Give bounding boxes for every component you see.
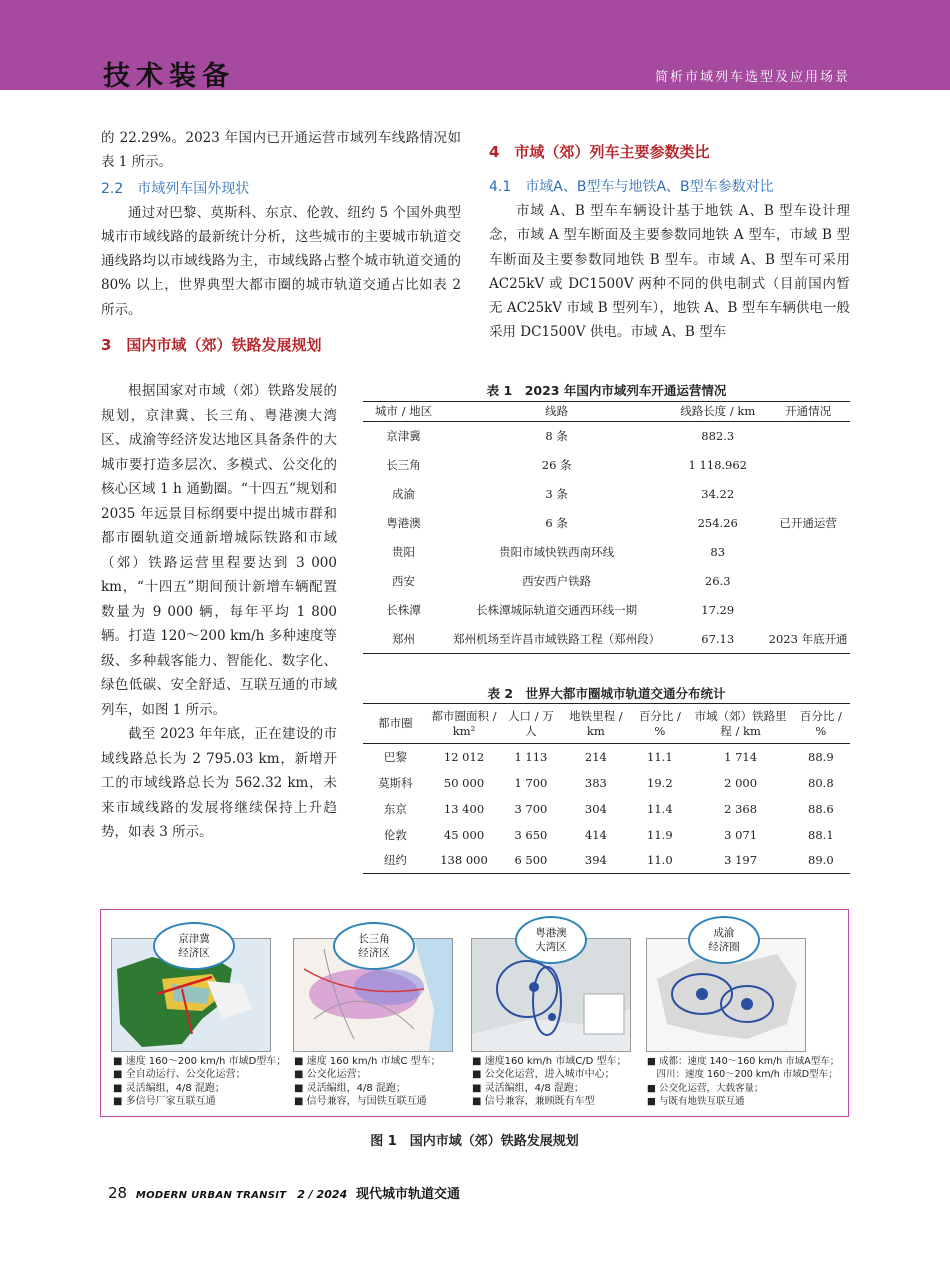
table2-header: 都市圈面积 / km² xyxy=(428,704,501,744)
table-cell: 贵阳 xyxy=(392,545,416,559)
table-cell: 2 000 xyxy=(724,775,758,790)
table-cell: 80.8 xyxy=(808,775,834,790)
table-cell: 50 000 xyxy=(443,775,485,790)
table-row xyxy=(363,744,850,770)
table-row xyxy=(363,822,850,848)
table-cell: 26.3 xyxy=(704,574,731,588)
bullet-item: ■ 速度160 km/h 市域C/D 型车； xyxy=(472,1056,627,1067)
table2-header: 地铁里程 / km xyxy=(561,704,630,744)
bullet-item: ■ 灵活编组，4/8 混跑； xyxy=(113,1082,225,1094)
bullet-item: ■ 信号兼容，兼顾既有车型 xyxy=(472,1095,595,1107)
panel-bullets xyxy=(113,1055,286,1108)
table-row xyxy=(363,848,850,874)
panel-bullets xyxy=(472,1055,627,1108)
table-cell: 6 条 xyxy=(545,516,568,530)
table2-header: 市域（郊）铁路里程 / km xyxy=(689,704,791,744)
table-cell: 莫斯科 xyxy=(378,775,413,790)
page-number: 28 xyxy=(108,1184,128,1202)
paragraph: 根据国家对市域（郊）铁路发展的规划，京津冀、长三角、粤港澳大湾区、成渝等经济发达地区具备条件的大城市要打造多层次、多模式、公交化的核心区域 1 h 通勤圈。“十四五”规划和 2035 年远景目标纲要中提出城市群和都市圈轨道交通新增城际铁路和市域（郊）铁路运营里程要达到 3 000 km，“十四五”期间预计新增车辆配置数量为 9 000 辆，每年平均 1 800 辆。打造 120～200 km/h 多种速度等级、多种载客能力、智能化、数字化、绿色低碳、安全舒适、互联互通的市域列车，如图 1 所示。 xyxy=(101,383,337,718)
table-cell: 6 500 xyxy=(500,848,561,874)
heading-4-1: 4.1 市域A、B型车与地铁A、B型车参数对比 xyxy=(489,179,774,195)
table-cell: 西安西户铁路 xyxy=(522,574,592,588)
table1 xyxy=(363,401,850,654)
table-row xyxy=(363,770,850,796)
table-cell: 19.2 xyxy=(647,775,673,790)
table-cell: 89.0 xyxy=(792,848,850,874)
table-cell: 3 197 xyxy=(689,848,791,874)
table-cell: 长株潭 xyxy=(386,603,421,617)
table-cell: 3 700 xyxy=(514,801,548,816)
table2-header: 百分比 / % xyxy=(792,704,850,744)
table1-header: 线路 xyxy=(444,402,669,422)
table-cell: 8 条 xyxy=(545,429,568,444)
panel-bullets xyxy=(294,1055,441,1108)
paragraph: 截至 2023 年年底，正在建设的市域线路总长为 2 795.03 km，新增开工的市域线路总长为 562.32 km，未来市域线路的发展将继续保持上升趋势，如表 3 所示。 xyxy=(101,726,337,840)
panel-label-line: 长三角 xyxy=(358,933,390,945)
table-cell: 1 700 xyxy=(514,775,548,790)
table-cell: 254.26 xyxy=(697,516,738,530)
footer xyxy=(108,1183,460,1202)
table-cell: 伦敦 xyxy=(383,827,407,842)
panel-label xyxy=(515,916,587,964)
table-row xyxy=(363,625,850,654)
table-cell: 26 条 xyxy=(541,458,572,472)
table-cell: 17.29 xyxy=(701,603,735,617)
panel-label xyxy=(333,922,415,970)
section-title: 技术装备 xyxy=(103,61,235,92)
panel-label xyxy=(153,922,235,970)
table-row xyxy=(363,422,850,451)
table2-header: 百分比 / % xyxy=(630,704,689,744)
table-cell: 383 xyxy=(584,775,607,790)
table-cell: 304 xyxy=(584,801,607,816)
heading-3: 3 国内市域（郊）铁路发展规划 xyxy=(101,336,322,355)
table2-header: 都市圈 xyxy=(363,704,428,744)
bullet-item: ■ 灵活编组，4/8 混跑； xyxy=(472,1082,584,1094)
bullet-item: ■ 灵活编组，4/8 混跑； xyxy=(294,1082,406,1094)
table1-header: 开通情况 xyxy=(766,402,850,422)
table-cell: 88.1 xyxy=(808,827,834,842)
journal-name-en: MODERN URBAN TRANSIT xyxy=(135,1190,287,1201)
table-cell: 巴黎 xyxy=(383,749,407,764)
table-cell: 3 条 xyxy=(545,487,568,501)
table1-caption: 表 1 2023 年国内市域列车开通运营情况 xyxy=(486,383,727,398)
paragraph: 市域 A、B 型车车辆设计基于地铁 A、B 型车设计理念，市域 A 型车断面及主要参数同地铁 A 型车，市域 B 型车断面及主要参数同地铁 B 型车。市域 A、B 型车可采用 AC25kV 或 DC1500V 两种不同的供电制式（目前国内暂无 AC25kV 市域 B 型列车），地铁 A、B 型车车辆供电一般采用 DC1500V 供电。市域 A、B 型车 xyxy=(489,203,850,341)
table-cell: 88.6 xyxy=(808,801,834,816)
table-cell: 67.13 xyxy=(669,625,766,654)
paragraph: 的 22.29%。2023 年国内已开通运营市域列车线路情况如表 1 所示。 xyxy=(101,130,461,171)
issue-number: 2 / 2024 xyxy=(297,1188,348,1201)
table-cell: 1 113 xyxy=(514,749,548,764)
paragraph: 通过对巴黎、莫斯科、东京、伦敦、纽约 5 个国外典型城市市域线路的最新统计分析，这些城市的主要城市轨道交通线路均以市域线路为主，市域线路占整个城市轨道交通的 80% 以上，世界典型大都市圈的城市轨道交通占比如表 2 所示。 xyxy=(101,204,461,318)
table-cell: 88.9 xyxy=(808,749,834,764)
bullet-item: 四川：速度 160～200 km/h 市域D型车； xyxy=(647,1069,838,1081)
table-cell: 11.9 xyxy=(647,827,673,842)
left-column-top xyxy=(101,126,461,358)
table-cell: 郑州 xyxy=(363,625,444,654)
table-cell: 粤港澳 xyxy=(386,516,421,530)
table-cell: 西安 xyxy=(392,574,416,588)
figure-caption: 图 1 国内市域（郊）铁路发展规划 xyxy=(370,1134,579,1149)
panel-label xyxy=(688,916,760,964)
table-cell: 214 xyxy=(584,749,607,764)
panel-label-line: 经济区 xyxy=(358,947,390,959)
bullet-item: ■ 公交化运营，大载客量； xyxy=(647,1082,764,1094)
table-cell: 1 714 xyxy=(724,749,758,764)
bullet-item: ■ 与既有地铁互联互通 xyxy=(647,1095,745,1107)
table1-header: 线路长度 / km xyxy=(669,402,766,422)
bullet-item: ■ 公交化运营； xyxy=(294,1069,367,1081)
table-cell: 纽约 xyxy=(363,848,428,874)
table-cell: 1 118.962 xyxy=(688,458,747,472)
table2-header: 人口 / 万人 xyxy=(500,704,561,744)
bullet-item: ■ 全自动运行、公交化运营； xyxy=(113,1069,246,1081)
panel-label-line: 成渝 xyxy=(713,927,735,939)
table-cell: 3 650 xyxy=(514,827,548,842)
table-cell: 京津冀 xyxy=(386,429,421,444)
table2 xyxy=(363,703,850,874)
panel-bullets xyxy=(647,1055,839,1108)
table-cell: 13 400 xyxy=(443,801,485,816)
table-cell: 414 xyxy=(584,827,607,842)
table2-caption: 表 2 世界大都市圈城市轨道交通分布统计 xyxy=(487,686,726,701)
bullet-item: ■ 公交化运营，进入城市中心； xyxy=(472,1069,615,1081)
left-column-narrow xyxy=(101,379,337,845)
table-cell: 长株潭城际轨道交通西环线一期 xyxy=(476,603,638,617)
article-title: 简析市域列车选型及应用场景 xyxy=(654,70,850,85)
panel-label-line: 经济区 xyxy=(178,947,210,959)
bullet-item: ■ 速度 160～200 km/h 市域D型车； xyxy=(113,1056,287,1067)
table-row xyxy=(363,796,850,822)
panel-label-line: 大湾区 xyxy=(535,941,567,953)
table-cell: 成渝 xyxy=(392,487,416,501)
table1-header: 城市 / 地区 xyxy=(363,402,444,422)
table-cell: 882.3 xyxy=(701,429,735,444)
table-cell: 2 368 xyxy=(724,801,758,816)
panel-label-line: 粤港澳 xyxy=(535,927,567,939)
heading-2-2: 2.2 市域列车国外现状 xyxy=(101,180,250,197)
table-cell: 83 xyxy=(710,545,726,559)
journal-name-cn: 现代城市轨道交通 xyxy=(355,1187,460,1202)
table-cell-status: 2023 年底开通 xyxy=(766,625,850,654)
right-column-top xyxy=(489,139,850,345)
bullet-item: ■ 成都：速度 140～160 km/h 市域A型车； xyxy=(647,1056,840,1067)
table-cell: 12 012 xyxy=(443,749,485,764)
panel-label-line: 经济圈 xyxy=(708,941,740,953)
table-cell: 34.22 xyxy=(701,487,735,501)
table-cell: 贵阳市域快铁西南环线 xyxy=(499,545,615,559)
bullet-item: ■ 多信号厂家互联互通 xyxy=(113,1095,216,1107)
table-cell: 394 xyxy=(561,848,630,874)
table-cell: 138 000 xyxy=(428,848,501,874)
header-band xyxy=(0,0,950,90)
bullet-item: ■ 信号兼容，与国铁互联互通 xyxy=(294,1095,427,1107)
table-cell: 11.4 xyxy=(647,801,673,816)
table-cell: 长三角 xyxy=(386,458,421,472)
table-cell: 11.1 xyxy=(647,749,673,764)
table-cell: 3 071 xyxy=(724,827,758,842)
heading-4: 4 市域（郊）列车主要参数类比 xyxy=(489,143,710,161)
figure-1 xyxy=(100,909,849,1117)
panel-label-line: 京津冀 xyxy=(178,933,210,945)
table-cell: 11.0 xyxy=(630,848,689,874)
bullet-item: ■ 速度 160 km/h 市域C 型车； xyxy=(294,1056,441,1067)
table-cell: 45 000 xyxy=(443,827,485,842)
table-cell: 东京 xyxy=(383,801,407,816)
table-cell-status: 已开通运营 xyxy=(779,516,837,531)
table-cell: 郑州机场至许昌市域铁路工程（郑州段） xyxy=(444,625,669,654)
